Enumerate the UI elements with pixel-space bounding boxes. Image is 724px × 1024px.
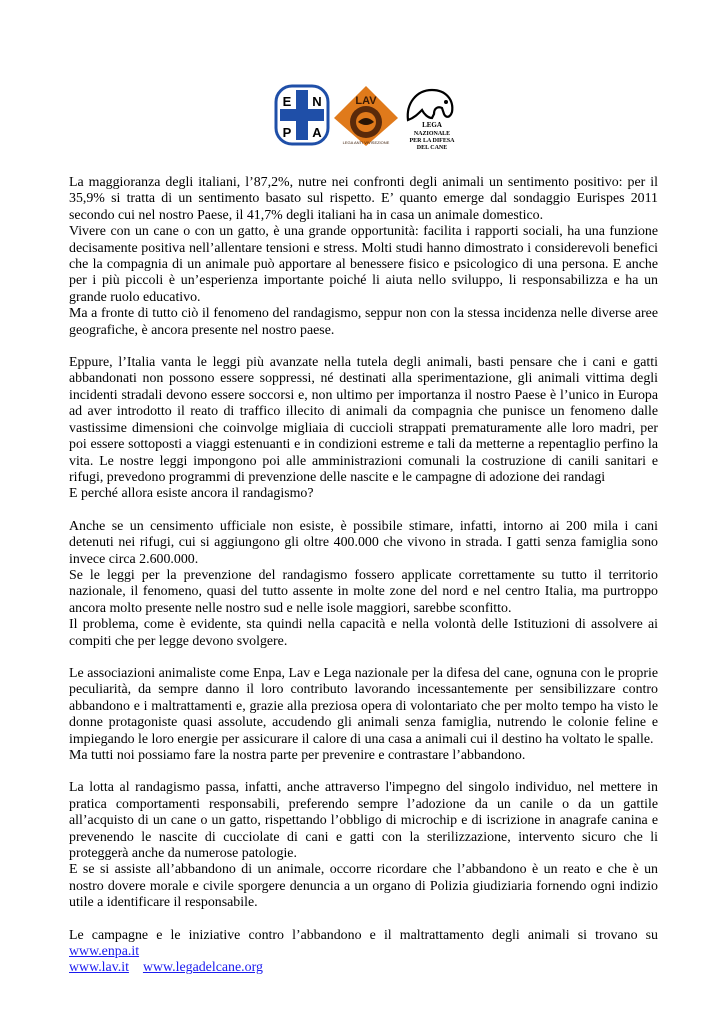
- paragraph: Le associazioni animaliste come Enpa, Lav e Lega nazionale per la difesa del cane, ognuna con le proprie peculiarità, da sempre danno il loro contributo lavorando incessantemente per sensibilizzare contro abbandono e i maltrattamenti e, grazie alla preziosa opera di volontariato che per molto tempo ha visto le donne protagoniste quasi assolute, accudendo gli animali senza famiglia, nutrendo le colonie feline e impiegando le loro energie per assicurare il calore di una casa a animali cui il destino ha voltato le spalle.: [69, 665, 658, 747]
- paragraph: Ma tutti noi possiamo fare la nostra parte per prevenire e contrastare l’abbandono.: [69, 748, 526, 763]
- dog-eye-icon: [444, 100, 448, 104]
- lav-logo: [332, 84, 400, 148]
- paragraph: La maggioranza degli italiani, l’87,2%, nutre nei confronti degli animali un sentimento positivo: per il 35,9% si tratta di un sentimento basato sul rispetto. E’ quanto emerge dal sondaggio Eurispes 2011 secondo cui nel nostro Paese, il 41,7% degli italiani ha in casa un animale domestico.: [69, 175, 658, 223]
- paragraph: E perché allora esiste ancora il randagismo?: [69, 486, 314, 502]
- enpa-letter-n: N: [312, 94, 322, 109]
- paragraph: Ma a fronte di tutto ciò il fenomeno del randagismo, seppur non con la stessa incidenza nelle diverse aree geografiche, è ancora presente nel nostro paese.: [69, 306, 658, 338]
- link-legadelcane[interactable]: www.legadelcane.org: [142, 960, 263, 976]
- paragraph: Anche se un censimento ufficiale non esiste, è possibile stimare, infatti, intorno ai 200 mila i cani detenuti nei rifugi, cui si aggiungono gli oltre 400.000 che vivono in strada. I gatti senza famiglia sono invece circa 2.600.000.: [69, 518, 658, 567]
- closing-text: Le campagne e le iniziative contro l’abbandono e il maltrattamento degli animali si trovano su: [69, 927, 658, 943]
- paragraph-gap: [69, 339, 658, 355]
- enpa-letter-p: P: [282, 125, 292, 140]
- link-lav[interactable]: www.lav.it: [69, 960, 129, 976]
- lega-line-2: NAZIONALE: [413, 131, 451, 137]
- lega-del-cane-logo: [402, 84, 460, 152]
- enpa-cross-horizontal: [280, 109, 324, 121]
- paragraph: E se si assiste all’abbandono di un animale, occorre ricordare che l’abbandono è un reato e che è un nostro dovere morale e civile sporgere denuncia a un organo di Polizia giudiziaria fornendo ogni indizio utile a identificare il responsabile.: [69, 862, 658, 911]
- lega-line-3: PER LA DIFESA: [409, 138, 455, 144]
- logo-header: [0, 84, 724, 154]
- enpa-letter-a: A: [312, 125, 322, 140]
- closing-paragraph: [69, 928, 658, 977]
- lega-line-4: DEL CANE: [416, 145, 448, 151]
- paragraph: Eppure, l’Italia vanta le leggi più avanzate nella tutela degli animali, basti pensare che i cani e gatti abbandonati non possono essere soppressi, né destinati alla sperimentazione, gli animali vittima degli incidenti stradali devono essere soccorsi e, non ultimo per importanza il nostro Paese è l’unico in Europa ad aver introdotto il reato di traffico illecito di animali da compagnia che punisce un fenomeno dalle vastissime dimensioni che coinvolge migliaia di cuccioli strappati prematuramente alle loro madri, per poi essere sottoposti a viaggi estenuanti e in condizioni estreme e tali da metterne a repentaglio perfino la vita. Le nostre leggi impongono poi alle amministrazioni comunali la costruzione di canili sanitari e rifugi, prevedono programmi di prevenzione delle nascite e le campagne di adozione dei randagi: [69, 355, 658, 485]
- paragraph-gap: [69, 650, 658, 666]
- paragraph: La lotta al randagismo passa, infatti, anche attraverso l'impegno del singolo individuo, nel mettere in pratica comportamenti responsabili, preferendo sempre l’adozione da un canile o da un gattile all’acquisto di un cane o un gatto, rispettando l’obbligo di microchip e di iscrizione in anagrafe canina e prevenendo le nascite di cucciolate di cani e gatti con la sterilizzazione, intervento sicuro che li proteggerà anche da numerose patologie.: [69, 780, 658, 862]
- lega-line-1: LEGA: [422, 121, 442, 129]
- lav-logo-label: LAV: [355, 95, 377, 107]
- paragraph: Il problema, come è evidente, sta quindi nella capacità e nella volontà delle Istituzioni di assolvere ai compiti che per legge devono svolgere.: [69, 617, 658, 649]
- paragraph-gap: [69, 503, 658, 519]
- article-body: [69, 175, 658, 977]
- enpa-logo: [274, 84, 330, 148]
- lav-logo-ring-text: LEGA ANTI VIVISEZIONE: [342, 140, 390, 145]
- paragraph-gap: [69, 912, 658, 928]
- dog-head-icon: [408, 90, 453, 120]
- link-enpa[interactable]: www.enpa.it: [69, 944, 140, 960]
- paragraph: Vivere con un cane o con un gatto, è una grande opportunità: facilita i rapporti sociali, ha una funzione decisamente positiva nell’allentare tensioni e stress. Molti studi hanno dimostrato i considerevoli benefici che la compagnia di un animale può apportare al benessere fisico e psicologico di una persona. E anche per i più piccoli è un’esperienza importante poiché li aiuta nello sviluppo, li responsabilizza e ha un grande ruolo educativo.: [69, 224, 658, 305]
- enpa-letter-e: E: [282, 94, 292, 109]
- paragraph-gap: [69, 764, 658, 780]
- paragraph: Se le leggi per la prevenzione del randagismo fossero applicate correttamente su tutto il territorio nazionale, il fenomeno, quasi del tutto assente in molte zone del nord e nel centro Italia, ma purtroppo ancora molto presente nelle nostro sud e nelle isole maggiori, sarebbe sconfitto.: [69, 567, 658, 616]
